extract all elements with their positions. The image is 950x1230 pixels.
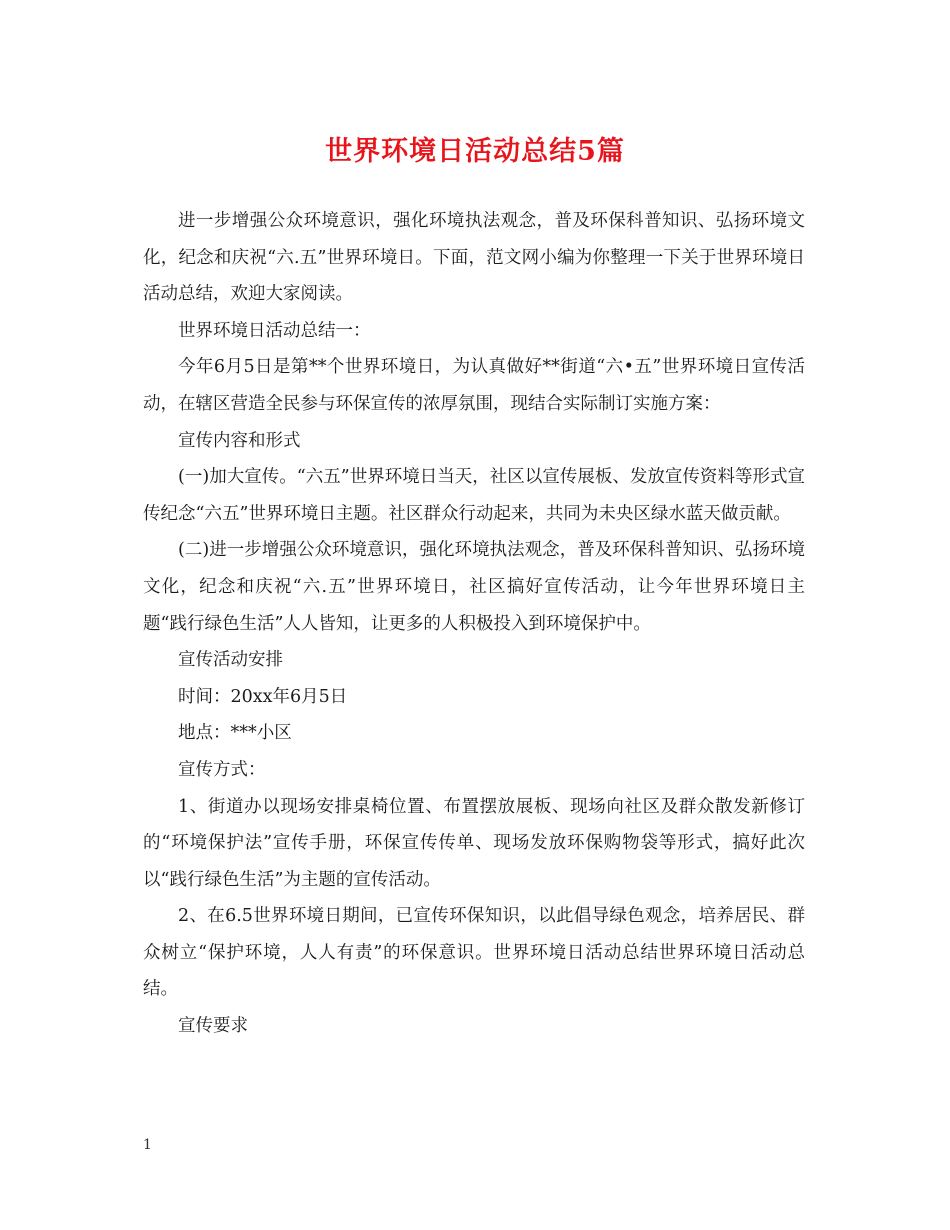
paragraph-method-heading: 宣传方式： [178, 759, 266, 780]
paragraph-plan: 今年6月5日是第**个世界环境日，为认真做好**街道“六•五”世界环境日宣传活动，在辖区营造全民参与环保宣传的浓厚氛围，现结合实际制订实施方案： [143, 357, 805, 414]
paragraph-method-2: 2、在6.5世界环境日期间，已宣传环保知识，以此倡导绿色观念，培养居民、群众树立“保护环境，人人有责”的环保意识。世界环境日活动总结世界环境日活动总结。 [143, 906, 805, 1000]
document-body [143, 203, 805, 1045]
paragraph-content-heading: 宣传内容和形式 [178, 430, 301, 451]
paragraph-requirement-heading: 宣传要求 [178, 1016, 248, 1037]
paragraph-location: 地点：***小区 [178, 723, 292, 744]
paragraph-time: 时间：20xx年6月5日 [178, 686, 348, 707]
paragraph-intro: 进一步增强公众环境意识，强化环境执法观念，普及环保科普知识、弘扬环境文化，纪念和庆祝“六.五”世界环境日。下面，范文网小编为你整理一下关于世界环境日活动总结，欢迎大家阅读。 [143, 211, 805, 305]
paragraph-section-heading-1: 世界环境日活动总结一： [178, 320, 371, 341]
paragraph-item-1: (一)加大宣传。“六五”世界环境日当天，社区以宣传展板、发放宣传资料等形式宣传纪念“六五”世界环境日主题。社区群众行动起来，共同为未央区绿水蓝天做贡献。 [143, 467, 805, 524]
page-number: 1 [143, 1137, 152, 1153]
paragraph-item-2: (二)进一步增强公众环境意识，强化环境执法观念，普及环保科普知识、弘扬环境文化，纪念和庆祝“六.五”世界环境日，社区搞好宣传活动，让今年世界环境日主题“践行绿色生活”人人皆知，让更多的人积极投入到环境保护中。 [143, 540, 805, 634]
paragraph-method-1: 1、街道办以现场安排桌椅位置、布置摆放展板、现场向社区及群众散发新修订的“环境保护法”宣传手册，环保宣传传单、现场发放环保购物袋等形式，搞好此次以“践行绿色生活”为主题的宣传活动。 [143, 796, 805, 890]
paragraph-arrangement-heading: 宣传活动安排 [178, 650, 283, 671]
document-title: 世界环境日活动总结5篇 [325, 136, 625, 167]
